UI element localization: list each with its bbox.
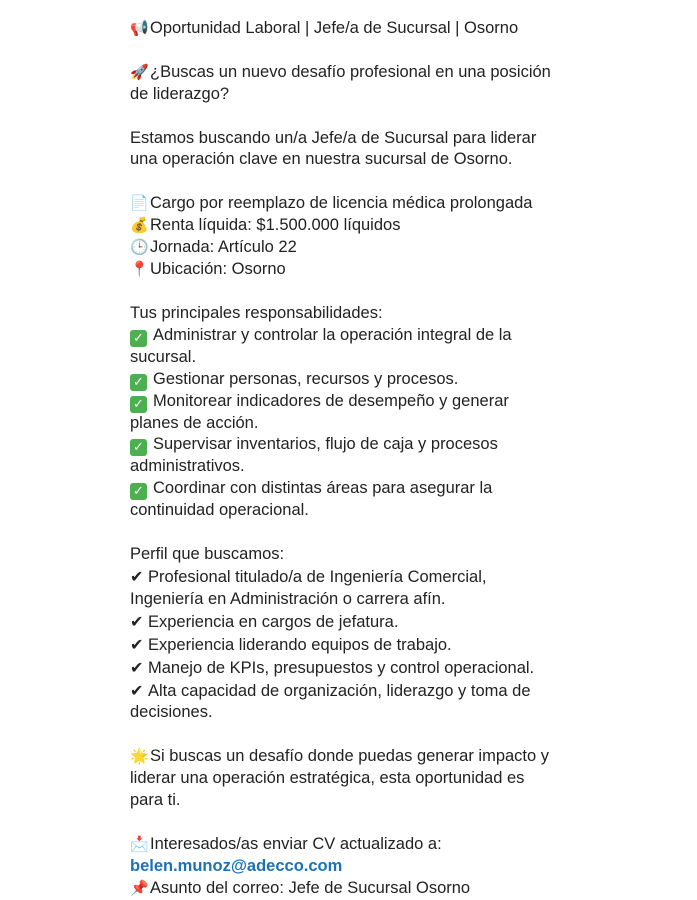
check-mark-icon: ✔ <box>130 680 144 700</box>
spacer <box>130 812 585 834</box>
sparkle-icon: 🌟 <box>130 747 149 766</box>
job-post <box>130 18 585 900</box>
list-item-continuation: continuidad operacional. <box>130 501 309 520</box>
list-item: ✔ Experiencia en cargos de jefatura. <box>130 611 399 631</box>
list-item-continuation: decisiones. <box>130 703 213 722</box>
list-item-continuation: administrativos. <box>130 457 245 476</box>
check-box-icon: ✓ <box>130 396 147 413</box>
list-item: ✓ Coordinar con distintas áreas para asegurar la <box>130 478 585 500</box>
list-item: ✔ Profesional titulado/a de Ingeniería Comercial, <box>130 567 487 587</box>
check-box-icon: ✓ <box>130 439 147 456</box>
envelope-icon: 📩 <box>130 834 149 853</box>
contact-email-row <box>130 856 585 878</box>
check-box-icon: ✓ <box>130 374 147 391</box>
list-item: ✔ Manejo de KPIs, presupuestos y control operacional. <box>130 657 535 677</box>
closing-line: liderar una operación estratégica, esta oportunidad es <box>130 769 525 788</box>
list-item: ✔ Experiencia liderando equipos de trabajo. <box>130 634 452 654</box>
pushpin-icon: 📌 <box>130 878 149 897</box>
intro-line: 🚀¿Buscas un nuevo desafío profesional en una posición <box>130 62 585 84</box>
list-item: ✓ Monitorear indicadores de desempeño y generar <box>130 391 585 413</box>
spacer <box>130 40 585 62</box>
page-icon: 📄 <box>130 194 149 213</box>
list-item-continuation: Ingeniería en Administración o carrera afín. <box>130 589 446 608</box>
spacer <box>130 171 585 193</box>
list-item: ✓ Supervisar inventarios, flujo de caja y procesos <box>130 434 585 456</box>
detail-cargo: 📄Cargo por reemplazo de licencia médica prolongada <box>130 193 585 215</box>
responsibilities-heading: Tus principales responsabilidades: <box>130 303 383 322</box>
check-mark-icon: ✔ <box>130 657 144 677</box>
list-item: ✓ Administrar y controlar la operación integral de la <box>130 325 585 347</box>
description-line: una operación clave en nuestra sucursal de Osorno. <box>130 150 513 169</box>
post-title: 📢Oportunidad Laboral | Jefe/a de Sucursal | Osorno <box>130 18 585 40</box>
check-box-icon: ✓ <box>130 483 147 500</box>
check-mark-icon: ✔ <box>130 611 144 631</box>
clock-icon: 🕒 <box>130 238 149 257</box>
detail-ubicacion: 📍Ubicación: Osorno <box>130 259 585 281</box>
list-item: ✓ Gestionar personas, recursos y procesos. <box>130 369 585 391</box>
check-mark-icon: ✔ <box>130 634 144 654</box>
contact-email-link[interactable]: belen.munoz@adecco.com <box>130 856 343 875</box>
profile-heading: Perfil que buscamos: <box>130 545 285 564</box>
list-item-continuation: sucursal. <box>130 347 197 366</box>
detail-jornada: 🕒Jornada: Artículo 22 <box>130 237 585 259</box>
money-bag-icon: 💰 <box>130 216 149 235</box>
contact-subject: 📌Asunto del correo: Jefe de Sucursal Osorno <box>130 878 585 900</box>
rocket-icon: 🚀 <box>130 62 149 81</box>
spacer <box>130 522 585 544</box>
spacer <box>130 281 585 303</box>
closing-line: para ti. <box>130 791 181 810</box>
list-item: ✔ Alta capacidad de organización, liderazgo y toma de <box>130 680 531 700</box>
location-pin-icon: 📍 <box>130 259 149 278</box>
contact-label: 📩Interesados/as enviar CV actualizado a: <box>130 834 585 856</box>
description-line: Estamos buscando un/a Jefe/a de Sucursal para liderar <box>130 128 537 147</box>
check-mark-icon: ✔ <box>130 567 144 587</box>
spacer <box>130 724 585 746</box>
intro-line: de liderazgo? <box>130 84 230 103</box>
closing-line: 🌟Si buscas un desafío donde puedas generar impacto y <box>130 746 585 768</box>
check-box-icon: ✓ <box>130 330 147 347</box>
spacer <box>130 106 585 128</box>
megaphone-icon: 📢 <box>130 19 149 37</box>
detail-renta: 💰Renta líquida: $1.500.000 líquidos <box>130 215 585 237</box>
list-item-continuation: planes de acción. <box>130 413 259 432</box>
